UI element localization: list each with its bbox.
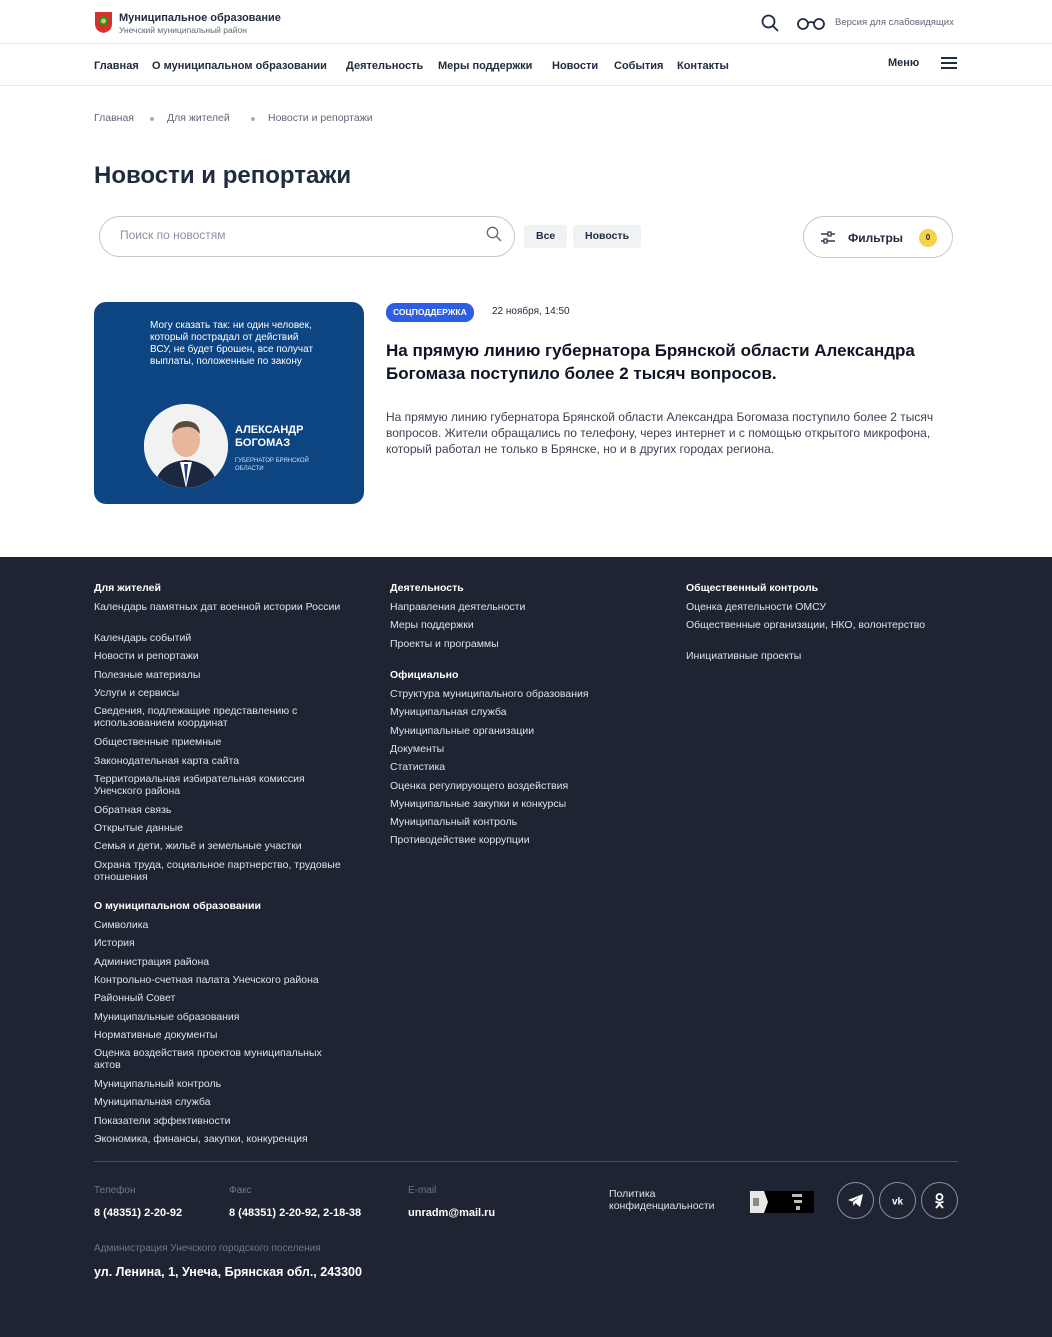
vk-link[interactable] bbox=[879, 1182, 916, 1219]
news-title[interactable]: На прямую линию губернатора Брянской области Александра Богомаза поступило более 2 тысяч вопросов. bbox=[386, 341, 915, 383]
footer-link[interactable]: Оценка воздействия проектов муниципальных актов bbox=[94, 1047, 322, 1072]
footer-link[interactable]: Оценка регулирующего воздействия bbox=[390, 779, 569, 792]
governor-portrait bbox=[144, 404, 228, 488]
fax-value: 8 (48351) 2-20-92, 2-18-38 bbox=[229, 1207, 362, 1219]
news-search bbox=[99, 216, 515, 257]
news-image[interactable] bbox=[94, 302, 364, 504]
footer-link[interactable]: Контрольно-счетная палата Унечского района bbox=[94, 973, 319, 986]
footer-link[interactable]: Новости и репортажи bbox=[94, 650, 199, 663]
page-title: Новости и репортажи bbox=[94, 162, 352, 189]
nav-support[interactable]: Меры поддержки bbox=[438, 60, 533, 72]
footer-link[interactable]: Общественные приемные bbox=[94, 736, 222, 749]
footer-link[interactable]: История bbox=[94, 937, 135, 950]
footer-link[interactable]: Администрация района bbox=[94, 955, 210, 968]
footer-link[interactable]: Муниципальные образования bbox=[94, 1010, 240, 1023]
nav-news[interactable]: Новости bbox=[552, 60, 599, 72]
top-bar bbox=[0, 0, 1052, 44]
nav-home[interactable]: Главная bbox=[94, 60, 139, 72]
email-value[interactable]: unradm@mail.ru bbox=[408, 1207, 496, 1219]
sliders-icon bbox=[821, 231, 835, 244]
footer-heading-public-control: Общественный контроль bbox=[686, 582, 819, 594]
image-quote: Могу сказать так: ни один человек, который пострадал от действий ВСУ, не будет брошен, все получат выплаты, положенные по закону bbox=[150, 320, 314, 367]
footer-link[interactable]: Оценка деятельности ОМСУ bbox=[686, 601, 827, 613]
footer-link[interactable]: Муниципальная служба bbox=[94, 1096, 211, 1109]
menu-button-label[interactable]: Меню bbox=[888, 57, 920, 69]
footer-link[interactable]: Муниципальный контроль bbox=[94, 1078, 222, 1091]
footer-link[interactable]: Общественные организации, НКО, волонтерство bbox=[686, 619, 926, 632]
footer-link[interactable]: Противодействие коррупции bbox=[390, 834, 530, 847]
search-icon[interactable] bbox=[486, 226, 502, 242]
category-tag[interactable]: СОЦПОДДЕРЖКА bbox=[386, 303, 474, 322]
footer-link[interactable]: Направления деятельности bbox=[390, 601, 526, 613]
nav-activity[interactable]: Деятельность bbox=[346, 60, 424, 72]
footer-link[interactable]: Календарь событий bbox=[94, 632, 192, 644]
image-person-name: АЛЕКСАНДР БОГОМАЗ bbox=[235, 424, 304, 449]
footer-heading-residents: Для жителей bbox=[94, 582, 161, 594]
footer-link[interactable]: Инициативные проекты bbox=[686, 650, 802, 663]
odnoklassniki-link[interactable] bbox=[921, 1182, 958, 1219]
vk-icon bbox=[889, 1192, 906, 1209]
breadcrumb-current: Новости и репортажи bbox=[268, 112, 373, 124]
privacy-policy-link[interactable]: Политика конфиденциальности bbox=[609, 1188, 715, 1212]
footer-heading-official: Официально bbox=[390, 669, 459, 681]
filters-label: Фильтры bbox=[848, 231, 904, 245]
accessibility-version-link[interactable]: Версия для слабовидящих bbox=[835, 17, 954, 28]
hamburger-icon[interactable] bbox=[941, 57, 957, 69]
brand-title[interactable]: Муниципальное образование bbox=[119, 12, 281, 24]
main-nav bbox=[0, 44, 1052, 86]
footer-link[interactable]: Структура муниципального образования bbox=[390, 688, 589, 700]
telegram-link[interactable] bbox=[837, 1182, 874, 1219]
footer-link[interactable]: Охрана труда, социальное партнерство, трудовые отношения bbox=[94, 858, 341, 883]
footer-link[interactable]: Обратная связь bbox=[94, 803, 172, 816]
svg-text:vk: vk bbox=[891, 1196, 904, 1208]
footer-link[interactable]: Нормативные документы bbox=[94, 1028, 218, 1041]
footer-link[interactable]: Муниципальная служба bbox=[390, 706, 507, 719]
nav-contacts[interactable]: Контакты bbox=[677, 60, 729, 72]
phone-label: Телефон bbox=[94, 1185, 136, 1196]
nav-events[interactable]: События bbox=[614, 60, 664, 72]
coat-of-arms-logo[interactable] bbox=[94, 11, 113, 34]
odnoklassniki-icon bbox=[931, 1192, 948, 1209]
chip-news[interactable]: Новость bbox=[573, 225, 641, 248]
footer-link[interactable]: Муниципальные организации bbox=[390, 724, 535, 737]
breadcrumb-residents[interactable]: Для жителей bbox=[167, 112, 230, 124]
footer bbox=[0, 557, 1052, 1337]
news-date: 22 ноября, 14:50 bbox=[492, 306, 570, 317]
address-label: Администрация Унечского городского поселения bbox=[94, 1243, 321, 1254]
fax-label: Факс bbox=[229, 1185, 252, 1196]
footer-link[interactable]: Услуги и сервисы bbox=[94, 686, 180, 699]
telegram-icon bbox=[847, 1192, 864, 1209]
brand-subtitle: Унечский муниципальный район bbox=[119, 25, 247, 35]
footer-link[interactable]: Муниципальные закупки и конкурсы bbox=[390, 797, 567, 810]
breadcrumb-separator bbox=[150, 117, 154, 121]
breadcrumb-separator bbox=[251, 117, 255, 121]
footer-link[interactable]: Символика bbox=[94, 919, 149, 931]
footer-link[interactable]: Полезные материалы bbox=[94, 668, 201, 681]
footer-link[interactable]: Территориальная избирательная комиссия Унечского района bbox=[94, 772, 305, 797]
footer-link[interactable]: Статистика bbox=[390, 761, 446, 774]
footer-link[interactable]: Сведения, подлежащие представлению с использованием координат bbox=[94, 705, 298, 730]
search-icon[interactable] bbox=[761, 14, 779, 32]
address-value: ул. Ленина, 1, Унеча, Брянская обл., 243300 bbox=[94, 1265, 362, 1279]
footer-link[interactable]: Экономика, финансы, закупки, конкуренция bbox=[94, 1133, 308, 1145]
footer-link[interactable]: Документы bbox=[390, 742, 445, 755]
footer-heading-activity: Деятельность bbox=[390, 582, 464, 594]
footer-link[interactable]: Семья и дети, жильё и земельные участки bbox=[94, 840, 302, 853]
footer-link[interactable]: Открытые данные bbox=[94, 822, 184, 835]
footer-link[interactable]: Меры поддержки bbox=[390, 619, 474, 632]
footer-link[interactable]: Календарь памятных дат военной истории России bbox=[94, 601, 341, 613]
footer-link[interactable]: Проекты и программы bbox=[390, 637, 499, 650]
email-label: E-mail bbox=[408, 1185, 437, 1196]
chip-all[interactable]: Все bbox=[524, 225, 567, 248]
search-input[interactable] bbox=[120, 228, 460, 242]
glasses-icon[interactable] bbox=[796, 16, 826, 30]
footer-link[interactable]: Районный Совет bbox=[94, 992, 176, 1005]
footer-link[interactable]: Показатели эффективности bbox=[94, 1114, 231, 1127]
nav-about[interactable]: О муниципальном образовании bbox=[152, 60, 327, 72]
footer-link[interactable]: Муниципальный контроль bbox=[390, 816, 518, 829]
breadcrumb-home[interactable]: Главная bbox=[94, 112, 134, 124]
phone-value[interactable]: 8 (48351) 2-20-92 bbox=[94, 1207, 183, 1219]
footer-heading-about: О муниципальном образовании bbox=[94, 900, 261, 912]
footer-link[interactable]: Законодательная карта сайта bbox=[94, 754, 240, 767]
news-excerpt: На прямую линию губернатора Брянской области Александра Богомаза поступило более 2 тысяч вопросов. Жители обращались по телефону, через интернет и с помощью открытого микрофона, который работал не только в Брянске, но и в других городах региона. bbox=[386, 410, 934, 456]
image-person-role: ГУБЕРНАТОР БРЯНСКОЙ ОБЛАСТИ bbox=[235, 458, 309, 472]
filters-button[interactable] bbox=[803, 216, 953, 258]
footer-divider bbox=[94, 1161, 958, 1162]
filters-count-badge: 0 bbox=[919, 229, 937, 247]
visit-counter-widget[interactable] bbox=[750, 1191, 814, 1213]
